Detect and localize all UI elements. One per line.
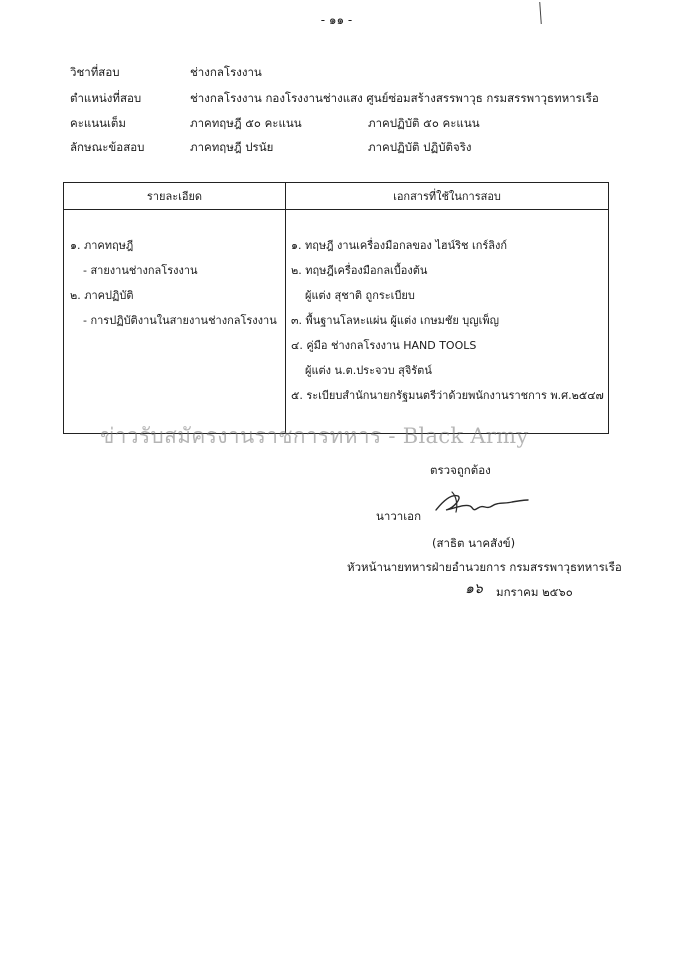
info-value-2: ภาคปฏิบัติ ๕๐ คะแนน	[368, 116, 480, 130]
list-item: ๑. ภาคทฤษฎี	[70, 239, 134, 252]
list-item: ๒. ทฤษฎีเครื่องมือกลเบื้องต้น	[291, 264, 428, 277]
page-number: - ๑๑ -	[320, 13, 353, 27]
signer-rank: นาวาเอก	[376, 509, 422, 523]
info-label: ลักษณะข้อสอบ	[70, 140, 145, 154]
info-value: ช่างกลโรงงาน กองโรงงานช่างแสง ศูนย์ซ่อมสร้างสรรพาวุธ กรมสรรพาวุธทหารเรือ	[190, 91, 599, 105]
info-value-2: ภาคปฏิบัติ ปฏิบัติจริง	[368, 140, 472, 154]
list-item: ผู้แต่ง สุชาติ ถูกระเบียบ	[305, 289, 415, 302]
info-label: คะแนนเต็ม	[70, 116, 126, 130]
documents-cell	[286, 210, 609, 434]
list-item: ๕. ระเบียบสำนักนายกรัฐมนตรีว่าด้วยพนักงานราชการ พ.ศ.๒๕๔๗	[291, 389, 604, 402]
date-month-year: มกราคม ๒๕๖๐	[496, 585, 573, 599]
signature-scribble	[432, 486, 532, 520]
table-row	[64, 210, 609, 434]
date-day: ๑๖	[465, 581, 483, 597]
list-item: ผู้แต่ง น.ต.ประจวบ สุจิรัตน์	[305, 364, 432, 377]
list-item: - การปฏิบัติงานในสายงานช่างกลโรงงาน	[83, 314, 277, 327]
info-value: ช่างกลโรงงาน	[190, 65, 262, 79]
header-details: รายละเอียด	[64, 183, 286, 210]
list-item: ๒. ภาคปฏิบัติ	[70, 289, 134, 302]
list-item: ๑. ทฤษฎี งานเครื่องมือกลของ ไฮน์ริช เกร์ลิงก์	[291, 239, 508, 252]
header-documents: เอกสารที่ใช้ในการสอบ	[286, 183, 609, 210]
watermark: ข่าวรับสมัครงานราชการทหาร - Black Army	[100, 424, 529, 448]
signer-position: หัวหน้านายทหารฝ่ายอำนวยการ กรมสรรพาวุธทหารเรือ	[347, 560, 622, 574]
info-label: ตำแหน่งที่สอบ	[70, 91, 142, 105]
verified-label: ตรวจถูกต้อง	[430, 463, 491, 477]
table-header-row	[64, 183, 609, 210]
info-value: ภาคทฤษฎี ปรนัย	[190, 140, 274, 154]
list-item: ๓. พื้นฐานโลหะแผ่น ผู้แต่ง เกษมชัย บุญเพ็ญ	[291, 314, 500, 327]
details-cell	[64, 210, 286, 434]
info-label: วิชาที่สอบ	[70, 65, 120, 79]
list-item: - สายงานช่างกลโรงงาน	[83, 264, 198, 277]
list-item: ๔. คู่มือ ช่างกลโรงงาน HAND TOOLS	[291, 339, 477, 352]
exam-table	[63, 182, 609, 434]
signer-name: (สาธิต นาคสังข์)	[432, 536, 516, 550]
info-value: ภาคทฤษฎี ๕๐ คะแนน	[190, 116, 302, 130]
